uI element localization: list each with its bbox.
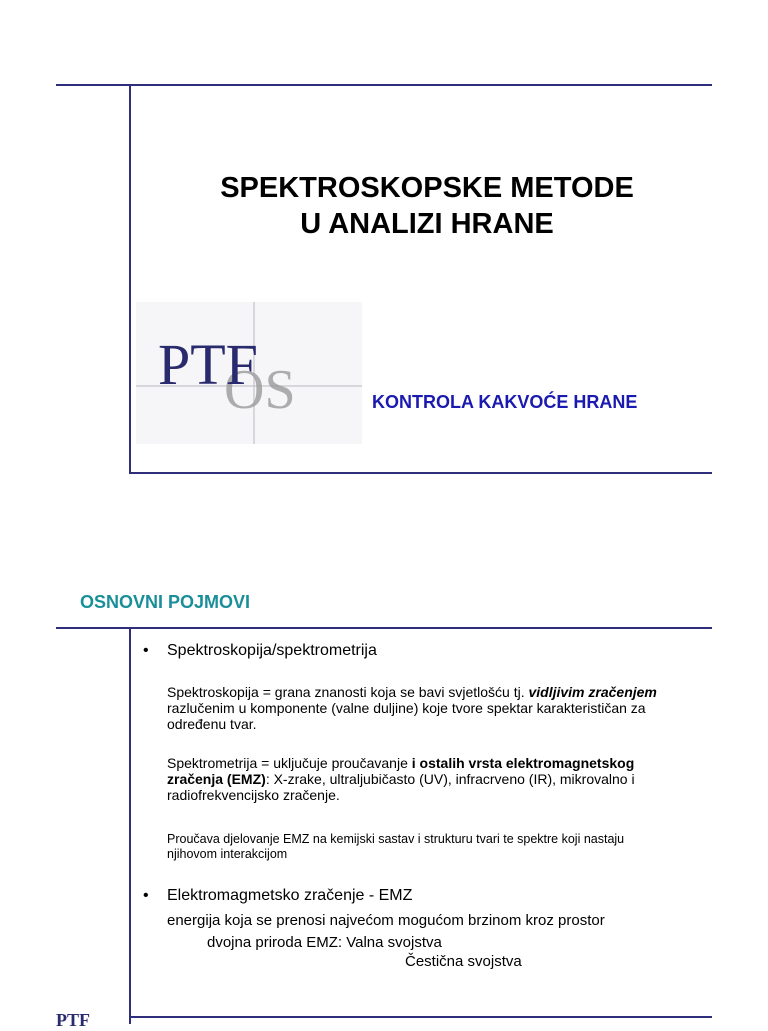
top-rule (56, 84, 712, 86)
left-rule (129, 84, 131, 474)
emz-dual-nature: dvojna priroda EMZ: Valna svojstva (207, 934, 442, 951)
p2-text-a: Spektrometrija = uključuje proučavanje (167, 755, 412, 771)
p1-emphasis: vidljivim zračenjem (528, 684, 657, 700)
paragraph-emz-effect: Proučava djelovanje EMZ na kemijski sastav i strukturu tvari te spektre koji nastaju njihovom interakcijom (167, 832, 625, 861)
section-left-rule (129, 627, 131, 1024)
bullet-2-text: Elektromagmetsko zračenje - EMZ (167, 887, 413, 904)
slide-title (130, 170, 724, 242)
bullet-marker: • (143, 642, 149, 659)
bullet-marker: • (143, 887, 149, 904)
section-title: OSNOVNI POJMOVI (80, 592, 251, 612)
p2-emphasis: i ostalih vrsta elektromagnetskog zračenja (EMZ) (167, 755, 635, 787)
p1-text-a: Spektroskopija = grana znanosti koja se bavi svjetlošću tj. (167, 684, 529, 700)
slide-title-line-1: SPEKTROSKOPSKE METODE (220, 172, 634, 204)
p1-text-c: razlučenim u komponente (valne duljine) koje tvore spektar karakterističan za određenu tvar. (167, 700, 646, 732)
bullet-1-text: Spektroskopija/spektrometrija (167, 642, 377, 659)
slide-subtitle: KONTROLA KAKVOĆE HRANE (372, 392, 638, 412)
bottom-rule (129, 472, 712, 474)
footer-logo: PTF (56, 1010, 90, 1030)
ptfos-logo (136, 302, 362, 444)
p2-text-c: : X-zrake, ultraljubičasto (UV), infracrveno (IR), mikrovalno i radiofrekvencijsko zračenje. (167, 771, 635, 803)
section-top-rule (56, 627, 712, 629)
emz-definition: energija koja se prenosi najvećom mogućom brzinom kroz prostor (167, 912, 605, 929)
svg-text:PTF: PTF (158, 332, 258, 397)
emz-particle: Čestična svojstva (405, 953, 522, 970)
section-bottom-rule (129, 1016, 712, 1018)
paragraph-spektroskopija (167, 684, 667, 732)
svg-text:OS: OS (224, 359, 296, 421)
slide-title-line-2: U ANALIZI HRANE (300, 208, 554, 240)
paragraph-spektrometrija (167, 755, 677, 803)
